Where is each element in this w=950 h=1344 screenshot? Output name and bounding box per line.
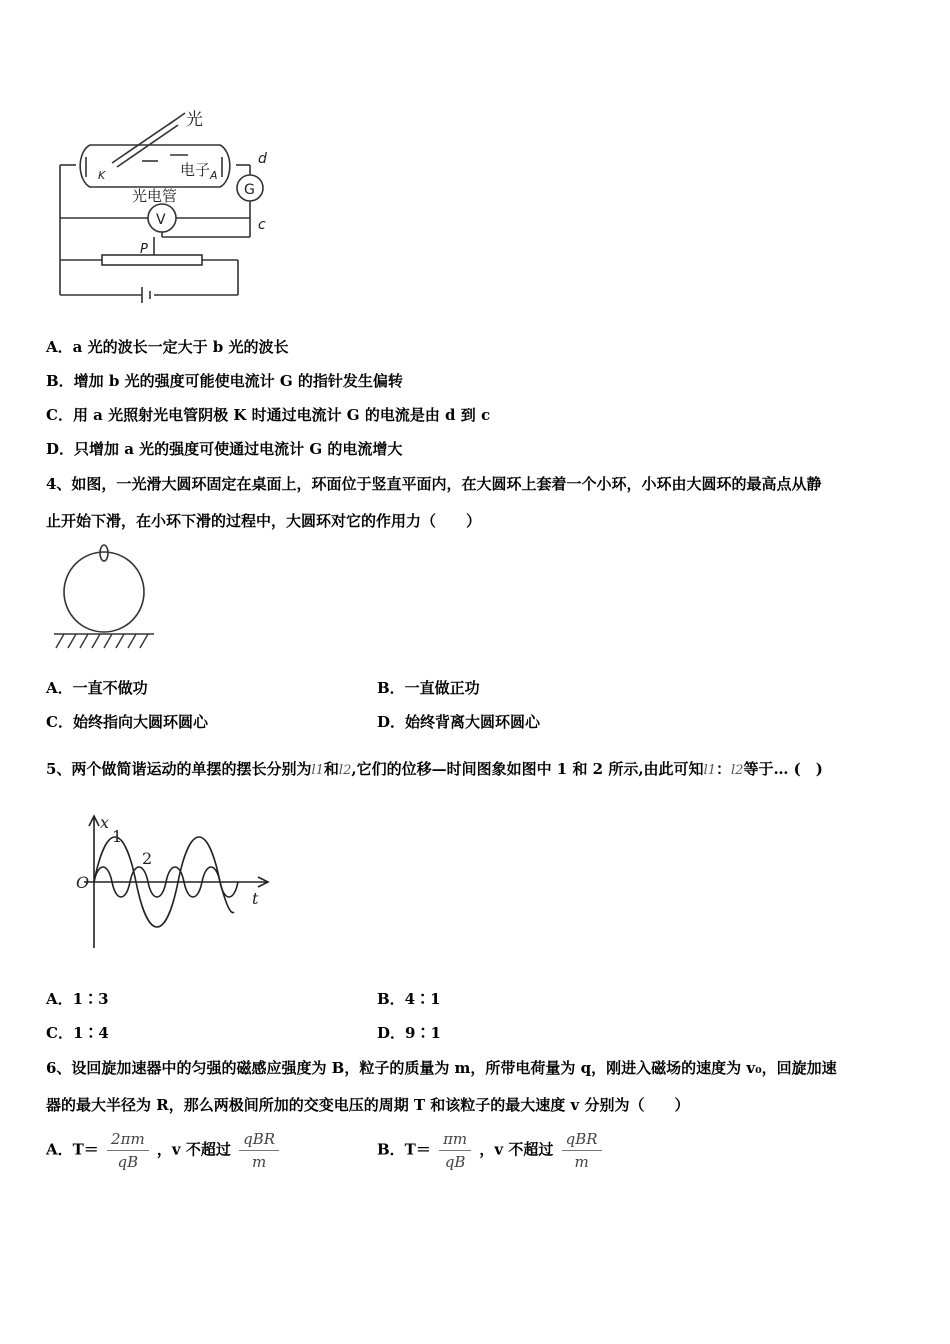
anode-label: A	[210, 169, 218, 182]
photoelectric-circuit-figure	[50, 105, 290, 305]
q6-stem-line1: 6、设回旋加速器中的匀强的磁感应强度为 B，粒子的质量为 m，所带电荷量为 q，刚进入磁场的速度为 v₀，回旋加速	[46, 1059, 837, 1077]
xt-graph	[70, 812, 280, 952]
q6-b-period-fraction	[439, 1128, 471, 1173]
q6-b-period-num: πm	[439, 1128, 471, 1151]
q5-stem	[46, 758, 823, 779]
q5-prefix: 5、两个做简谐运动的单摆的摆长分别为	[46, 760, 312, 778]
q3-option-a: A．a 光的波长一定大于 b 光的波长	[46, 338, 289, 356]
q6-b-mid: ，v 不超过	[479, 1140, 554, 1159]
q6-b-period-den: qB	[444, 1153, 466, 1171]
q4-stem-line2: 止开始下滑，在小环下滑的过程中，大圆环对它的作用力（ ）	[46, 512, 482, 530]
x-axis-label: x	[100, 813, 110, 832]
q5-l1-ratio: l1	[703, 763, 716, 778]
curve-2-label: 2	[142, 849, 153, 868]
q4-option-b: B．一直做正功	[377, 679, 480, 697]
q6-option-a	[46, 1128, 282, 1173]
q3-option-b: B．增加 b 光的强度可能使电流计 G 的指针发生偏转	[46, 372, 403, 390]
q6-b-velocity-fraction	[562, 1128, 602, 1173]
node-d-label: d	[258, 151, 267, 167]
q5-option-c: C．1∶4	[46, 1024, 109, 1042]
q6-a-period-den: qB	[117, 1153, 139, 1171]
q4-option-a: A．一直不做功	[46, 679, 148, 697]
q6-option-b	[377, 1128, 605, 1173]
q5-l1: l1	[311, 763, 324, 778]
q4-stem-line1: 4、如图，一光滑大圆环固定在桌面上，环面位于竖直平面内，在大圆环上套着一个小环，小环由大圆环的最高点从静	[46, 475, 822, 493]
cathode-label: K	[98, 169, 106, 182]
tube-label: 光电管	[132, 187, 178, 205]
galvanometer-label: G	[244, 182, 255, 198]
q6-stem-line2: 器的最大半径为 R，那么两极间所加的交变电压的周期 T 和该粒子的最大速度 v 分别为（ ）	[46, 1096, 690, 1114]
q6-a-period-num: 2πm	[107, 1128, 149, 1151]
q5-option-a: A．1∶3	[46, 990, 109, 1008]
q5-suffix: 等于… ( )	[743, 760, 823, 778]
t-axis-label: t	[252, 889, 259, 908]
q6-b-velocity-num: qBR	[562, 1128, 602, 1151]
q6-a-velocity-fraction	[239, 1128, 279, 1173]
q6-a-label: A．T＝	[46, 1140, 99, 1159]
node-p-label: P	[140, 242, 148, 257]
ring-figure	[50, 540, 160, 660]
q6-b-velocity-den: m	[574, 1153, 589, 1171]
q5-option-b: B．4∶1	[377, 990, 441, 1008]
q5-option-d: D．9∶1	[377, 1024, 441, 1042]
q3-option-c: C．用 a 光照射光电管阴极 K 时通过电流计 G 的电流是由 d 到 c	[46, 406, 491, 424]
q6-a-velocity-num: qBR	[239, 1128, 279, 1151]
origin-label: O	[76, 873, 90, 892]
electron-label: 电子	[180, 161, 211, 179]
q4-option-d: D．始终背离大圆环圆心	[377, 713, 541, 731]
voltmeter-label: V	[156, 212, 166, 228]
q6-a-mid: ，v 不超过	[156, 1140, 231, 1159]
q5-l2-ratio: l2	[731, 763, 744, 778]
q5-middle: ,它们的位移—时间图象如图中 1 和 2 所示,由此可知	[351, 760, 704, 778]
q5-l2: l2	[338, 763, 352, 778]
q6-a-velocity-den: m	[251, 1153, 267, 1171]
q5-colon: ：	[716, 760, 732, 778]
node-c-label: c	[258, 217, 266, 233]
q5-and: 和	[323, 760, 339, 778]
q6-a-period-fraction	[107, 1128, 149, 1173]
curve-1-label: 1	[112, 827, 123, 846]
q4-option-c: C．始终指向大圆环圆心	[46, 713, 208, 731]
q6-b-label: B．T＝	[377, 1140, 431, 1159]
light-label: 光	[186, 110, 203, 130]
q3-option-d: D．只增加 a 光的强度可使通过电流计 G 的电流增大	[46, 440, 403, 458]
